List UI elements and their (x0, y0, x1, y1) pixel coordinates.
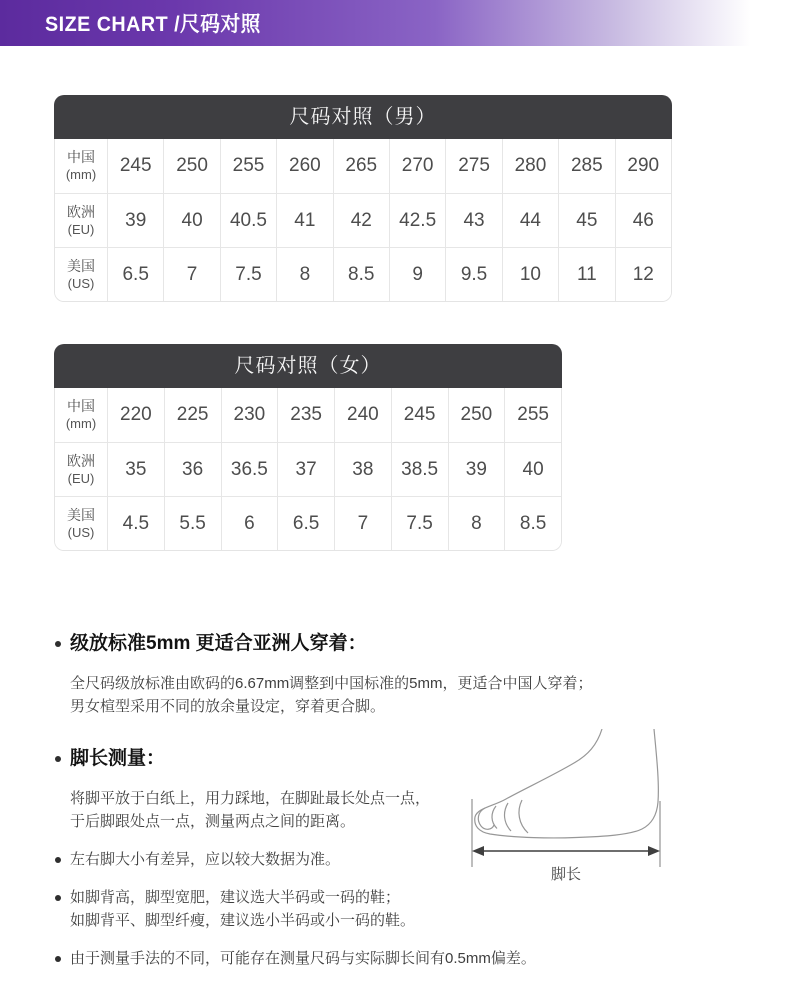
size-cell: 44 (502, 193, 558, 247)
size-cell: 255 (220, 139, 276, 193)
size-cell: 260 (276, 139, 332, 193)
size-cell: 40 (163, 193, 219, 247)
foot-illustration (464, 729, 688, 889)
table-title: 尺码对照（男） (54, 95, 672, 139)
measure-arrow-icon (472, 846, 660, 856)
size-cell: 5.5 (164, 496, 221, 550)
size-cell: 275 (445, 139, 501, 193)
size-cell: 38.5 (391, 442, 448, 496)
size-cell: 12 (615, 247, 671, 301)
size-cell: 41 (276, 193, 332, 247)
size-cell: 36 (164, 442, 221, 496)
size-cell: 10 (502, 247, 558, 301)
size-cell: 7 (163, 247, 219, 301)
table-row (55, 442, 561, 496)
size-cell: 39 (448, 442, 505, 496)
note-line: 级放标准5mm 更适合亚洲人穿着： (70, 633, 367, 654)
size-cell: 8 (276, 247, 332, 301)
size-cell: 9 (389, 247, 445, 301)
table-row (55, 388, 561, 442)
size-cell: 37 (277, 442, 334, 496)
page-header (0, 0, 790, 46)
size-cell: 36.5 (221, 442, 278, 496)
note-line: 左右脚大小有差异，应以较大数据为准。 (70, 851, 341, 868)
foot-length-label: 脚长 (550, 866, 582, 883)
size-cell: 270 (389, 139, 445, 193)
size-table (55, 388, 561, 550)
foot-diagram (464, 729, 688, 889)
note-bullet (52, 947, 750, 970)
row-header: 欧洲 (EU) (55, 442, 107, 496)
size-cell: 43 (445, 193, 501, 247)
size-cell: 250 (448, 388, 505, 442)
size-cell: 8.5 (333, 247, 389, 301)
note-line: 男女楦型采用不同的放余量设定，穿着更合脚。 (70, 698, 386, 715)
size-cell: 250 (163, 139, 219, 193)
table-row (55, 139, 671, 193)
size-cell: 265 (333, 139, 389, 193)
note-line: 全尺码级放标准由欧码的6.67mm调整到中国标准的5mm，更适合中国人穿着； (70, 675, 593, 692)
table-row (55, 193, 671, 247)
size-cell: 39 (107, 193, 163, 247)
size-cell: 42.5 (389, 193, 445, 247)
note-line: 于后脚跟处点一点，测量两点之间的距离。 (70, 813, 356, 830)
note-line: 将脚平放于白纸上，用力踩地，在脚趾最长处点一点， (70, 790, 431, 807)
row-header: 中国 (mm) (55, 139, 107, 193)
table-row (55, 496, 561, 550)
size-cell: 285 (558, 139, 614, 193)
size-cell: 230 (221, 388, 278, 442)
note-line: 由于测量手法的不同，可能存在测量尺码与实际脚长间有0.5mm偏差。 (70, 950, 536, 967)
row-header: 中国 (mm) (55, 388, 107, 442)
size-cell: 280 (502, 139, 558, 193)
size-cell: 45 (558, 193, 614, 247)
size-table (55, 139, 671, 301)
size-cell: 7 (334, 496, 391, 550)
women-size-table (54, 344, 562, 551)
size-cell: 42 (333, 193, 389, 247)
size-cell: 4.5 (107, 496, 164, 550)
size-cell: 7.5 (391, 496, 448, 550)
note-line: 如脚背高，脚型宽肥，建议选大半码或一码的鞋； (70, 889, 401, 906)
size-cell: 290 (615, 139, 671, 193)
size-cell: 245 (107, 139, 163, 193)
size-cell: 38 (334, 442, 391, 496)
size-cell: 40 (504, 442, 561, 496)
size-cell: 240 (334, 388, 391, 442)
page-title: SIZE CHART /尺码对照 (45, 13, 261, 36)
size-cell: 255 (504, 388, 561, 442)
note-bullet (52, 886, 750, 932)
size-cell: 6.5 (107, 247, 163, 301)
note-heading (52, 631, 750, 656)
men-size-table (54, 95, 672, 302)
size-chart-content (0, 95, 790, 970)
size-cell: 6 (221, 496, 278, 550)
note-line: 如脚背平、脚型纤瘦，建议选小半码或小一码的鞋。 (70, 912, 416, 929)
row-header: 美国 (US) (55, 496, 107, 550)
size-cell: 220 (107, 388, 164, 442)
size-cell: 8.5 (504, 496, 561, 550)
size-cell: 245 (391, 388, 448, 442)
row-header: 美国 (US) (55, 247, 107, 301)
note-line: 脚长测量： (70, 748, 166, 769)
row-header: 欧洲 (EU) (55, 193, 107, 247)
notes-section (52, 631, 750, 970)
size-cell: 235 (277, 388, 334, 442)
size-cell: 7.5 (220, 247, 276, 301)
size-cell: 9.5 (445, 247, 501, 301)
size-cell: 40.5 (220, 193, 276, 247)
size-cell: 8 (448, 496, 505, 550)
size-cell: 225 (164, 388, 221, 442)
table-row (55, 247, 671, 301)
note-para (70, 672, 750, 718)
size-cell: 6.5 (277, 496, 334, 550)
size-cell: 46 (615, 193, 671, 247)
table-title: 尺码对照（女） (54, 344, 562, 388)
size-cell: 11 (558, 247, 614, 301)
foot-outline-icon (475, 729, 659, 838)
size-cell: 35 (107, 442, 164, 496)
